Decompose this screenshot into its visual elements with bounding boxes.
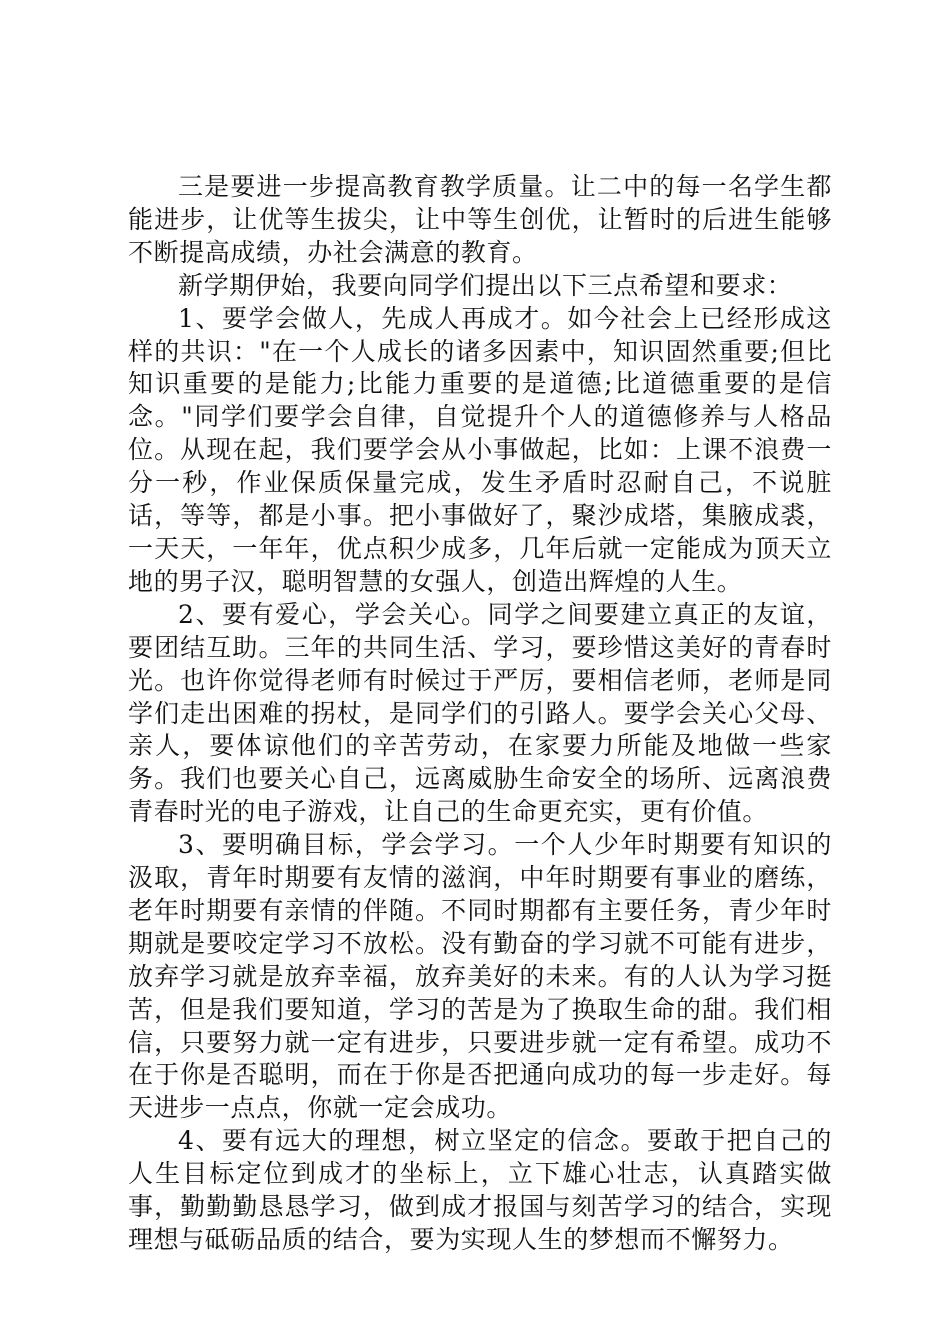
- paragraph-point-4-ideals: 4、要有远大的理想，树立坚定的信念。要敢于把自己的人生目标定位到成才的坐标上，立下雄心壮志，认真踏实做事，勤勤勤恳恳学习，做到成才报国与刻苦学习的结合，实现理想与砥砺品质的结合，要为实现人生的梦想而不懈努力。: [128, 1126, 832, 1254]
- paragraph-point-1-conduct: 1、要学会做人，先成人再成才。如今社会上已经形成这样的共识："在一个人成长的诸多因素中，知识固然重要;但比知识重要的是能力;比能力重要的是道德;比道德重要的是信念。"同学们要学会自律，自觉提升个人的道德修养与人格品位。从现在起，我们要学会从小事做起，比如：上课不浪费一分一秒，作业保质保量完成，发生矛盾时忍耐自己，不说脏话，等等，都是小事。把小事做好了，聚沙成塔，集腋成裘，一天天，一年年，优点积少成多，几年后就一定能成为顶天立地的男子汉，聪明智慧的女强人，创造出辉煌的人生。: [128, 303, 832, 596]
- paragraph-teaching-quality: 三是要进一步提高教育教学质量。让二中的每一名学生都能进步，让优等生拔尖，让中等生创优，让暂时的后进生能够不断提高成绩，办社会满意的教育。: [128, 172, 832, 267]
- paragraph-point-2-care: 2、要有爱心，学会关心。同学之间要建立真正的友谊，要团结互助。三年的共同生活、学习，要珍惜这美好的青春时光。也许你觉得老师有时候过于严厉，要相信老师，老师是同学们走出困难的拐杖，是同学们的引路人。要学会关心父母、亲人，要体谅他们的辛苦劳动，在家要力所能及地做一些家务。我们也要关心自己，远离威胁生命安全的场所、远离浪费青春时光的电子游戏，让自己的生命更充实，更有价值。: [128, 599, 832, 827]
- paragraph-point-3-learning: 3、要明确目标，学会学习。一个人少年时期要有知识的汲取，青年时期要有友情的滋润，中年时期要有事业的磨练，老年时期要有亲情的伴随。不同时期都有主要任务，青少年时期就是要咬定学习不放松。没有勤奋的学习就不可能有进步，放弃学习就是放弃幸福，放弃美好的未来。有的人认为学习挺苦，但是我们要知道，学习的苦是为了换取生命的甜。我们相信，只要努力就一定有进步，只要进步就一定有希望。成功不在于你是否聪明，而在于你是否把通向成功的每一步走好。每天进步一点点，你就一定会成功。: [128, 830, 832, 1123]
- paragraph-three-hopes-intro: 新学期伊始，我要向同学们提出以下三点希望和要求：: [178, 270, 793, 300]
- document-body: [128, 171, 832, 1257]
